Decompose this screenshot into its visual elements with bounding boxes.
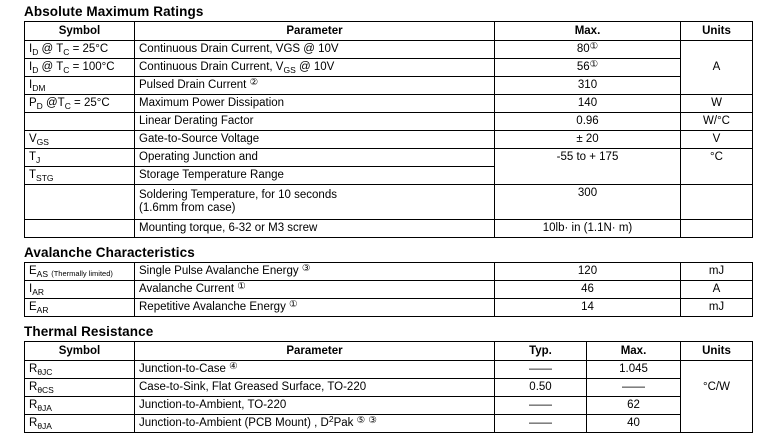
table-row [25,167,753,185]
cell-symbol: $V_{GS}$ [25,131,135,149]
cell-units [681,361,753,379]
table-row [25,185,753,220]
cell-parameter: Junction-to-Ambient (PCB Mount) , $D^2Pak$ ⑤ ③ [135,415,495,433]
cell-symbol: $R_{\theta JC}$ [25,361,135,379]
cell-symbol: $P_D$ $@T_C = 25^\circ C$ [25,95,135,113]
cell-typ: —— [495,397,587,415]
cell-max: 56① [495,59,681,77]
cell-typ: 0.50 [495,379,587,397]
cell-symbol: $R_{\theta CS}$ [25,379,135,397]
cell-symbol: $I_D$ @ $T_C = 25^\circ C$ [25,41,135,59]
table-row [25,59,753,77]
table-row [25,131,753,149]
cell-units [681,220,753,238]
cell-max: —— [587,379,681,397]
cell-symbol: $T_J$ [25,149,135,167]
table-row [25,281,753,299]
cell-parameter: Maximum Power Dissipation [135,95,495,113]
table-avalanche-characteristics [24,262,753,317]
table-absolute-maximum-ratings [24,21,753,238]
cell-symbol: $I_D$ @ $T_C = 100^\circ C$ [25,59,135,77]
header-parameter: Parameter [135,342,495,361]
cell-max: 1.045 [587,361,681,379]
cell-symbol: $R_{\theta JA}$ [25,415,135,433]
cell-symbol: $E_{AR}$ [25,299,135,317]
cell-units: W [681,95,753,113]
cell-parameter: Linear Derating Factor [135,113,495,131]
section-title-thermal-resistance: Thermal Resistance [24,324,154,339]
cell-units: V [681,131,753,149]
cell-units: mJ [681,263,753,281]
cell-units: A [681,281,753,299]
cell-parameter: Soldering Temperature, for 10 seconds (1.6mm from case) [135,185,495,220]
section-title-absolute-maximum-ratings: Absolute Maximum Ratings [24,4,204,19]
cell-parameter: Storage Temperature Range [135,167,495,185]
cell-max: ± 20 [495,131,681,149]
header-units: Units [681,342,753,361]
cell-parameter: Case-to-Sink, Flat Greased Surface, TO-220 [135,379,495,397]
cell-max: 120 [495,263,681,281]
cell-units: °C [681,149,753,167]
cell-units: °C/W [681,379,753,397]
cell-max: 300 [495,185,681,220]
cell-max: 10lb· in (1.1N· m) [495,220,681,238]
cell-units: mJ [681,299,753,317]
table-row [25,41,753,59]
table-header-row [25,342,753,361]
table-header-row [25,22,753,41]
cell-units [681,41,753,59]
cell-symbol: $E_{AS}$ (Thermally limited) [25,263,135,281]
table-row [25,95,753,113]
cell-units [681,167,753,185]
table-row [25,220,753,238]
cell-symbol: $I_{AR}$ [25,281,135,299]
cell-max: 140 [495,95,681,113]
table-row [25,149,753,167]
cell-symbol [25,220,135,238]
cell-max: 62 [587,397,681,415]
table-row [25,299,753,317]
cell-max [495,167,681,185]
header-symbol: Symbol [25,22,135,41]
table-row [25,397,753,415]
cell-parameter: Continuous Drain Current, $V_{GS}$ @ 10V [135,59,495,77]
cell-typ: —— [495,415,587,433]
cell-max: 14 [495,299,681,317]
cell-max: 40 [587,415,681,433]
cell-parameter: Repetitive Avalanche Energy ① [135,299,495,317]
table-row [25,361,753,379]
cell-parameter: Operating Junction and [135,149,495,167]
cell-parameter: Mounting torque, 6-32 or M3 screw [135,220,495,238]
cell-max: 310 [495,77,681,95]
cell-max: 46 [495,281,681,299]
cell-units [681,415,753,433]
cell-units: W/°C [681,113,753,131]
cell-units [681,185,753,220]
table-thermal-resistance [24,341,753,433]
cell-symbol: $T_{STG}$ [25,167,135,185]
cell-symbol: $I_{DM}$ [25,77,135,95]
cell-symbol [25,113,135,131]
table-row [25,263,753,281]
table-row [25,379,753,397]
cell-max: 80① [495,41,681,59]
cell-symbol: $R_{\theta JA}$ [25,397,135,415]
header-max: Max. [587,342,681,361]
cell-typ: —— [495,361,587,379]
cell-symbol [25,185,135,220]
cell-parameter: Gate-to-Source Voltage [135,131,495,149]
cell-max: -55 to + 175 [495,149,681,167]
cell-parameter: Avalanche Current ① [135,281,495,299]
cell-units: A [681,59,753,77]
header-max: Max. [495,22,681,41]
cell-parameter: Pulsed Drain Current ② [135,77,495,95]
cell-parameter: Junction-to-Ambient, TO-220 [135,397,495,415]
header-typ: Typ. [495,342,587,361]
header-symbol: Symbol [25,342,135,361]
header-parameter: Parameter [135,22,495,41]
header-units: Units [681,22,753,41]
cell-units [681,397,753,415]
cell-parameter: Junction-to-Case ④ [135,361,495,379]
table-row [25,415,753,433]
cell-parameter: Single Pulse Avalanche Energy ③ [135,263,495,281]
cell-units [681,77,753,95]
cell-max: 0.96 [495,113,681,131]
table-row [25,113,753,131]
table-row [25,77,753,95]
cell-parameter: Continuous Drain Current, VGS @ 10V [135,41,495,59]
section-title-avalanche-characteristics: Avalanche Characteristics [24,245,195,260]
